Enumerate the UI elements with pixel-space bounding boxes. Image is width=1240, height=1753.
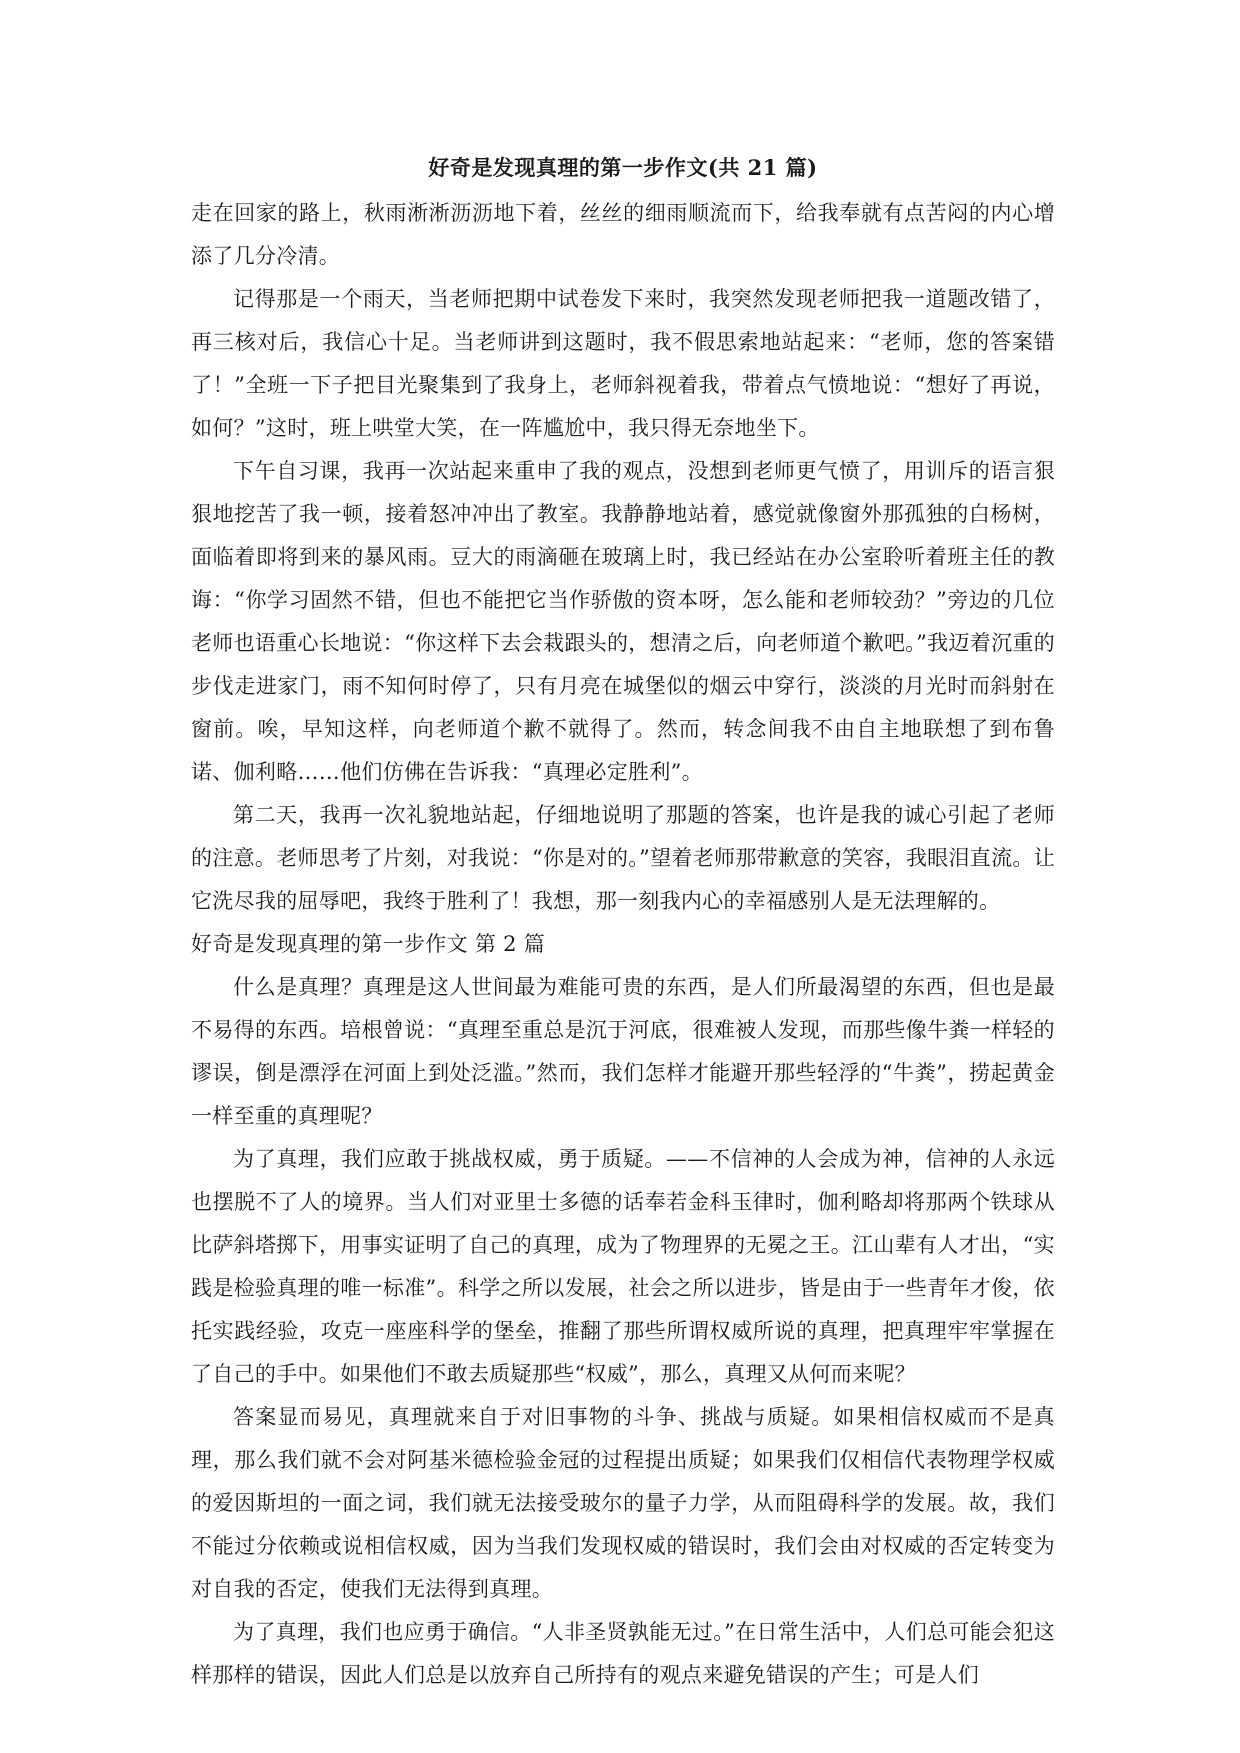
document-page: [191, 146, 1055, 1697]
paragraph-1: 走在回家的路上，秋雨淅淅沥沥地下着，丝丝的细雨顺流而下，给我奉就有点苦闷的内心增添了几分冷清。: [191, 201, 1055, 268]
paragraph-4: 第二天，我再一次礼貌地站起，仔细地说明了那题的答案，也许是我的诚心引起了老师的注意。老师思考了片刻，对我说：“你是对的。”望着老师那带歉意的笑容，我眼泪直流。让它洗尽我的屈辱吧，我终于胜利了！我想，那一刻我内心的幸福感别人是无法理解的。: [191, 803, 1055, 913]
paragraph-3: 下午自习课，我再一次站起来重申了我的观点，没想到老师更气愤了，用训斥的语言狠狠地挖苦了我一顿，接着怒冲冲出了教室。我静静地站着，感觉就像窗外那孤独的白杨树，面临着即将到来的暴风雨。豆大的雨滴砸在玻璃上时，我已经站在办公室聆听着班主任的教诲：“你学习固然不错，但也不能把它当作骄傲的资本呀，怎么能和老师较劲？”旁边的几位老师也语重心长地说：“你这样下去会栽跟头的，想清之后，向老师道个歉吧。”我迈着沉重的步伐走进家门，雨不知何时停了，只有月亮在城堡似的烟云中穿行，淡淡的月光时而斜射在窗前。唉，早知这样，向老师道个歉不就得了。然而，转念间我不由自主地联想了到布鲁诺、伽利略……他们仿佛在告诉我：“真理必定胜利”。: [191, 459, 1055, 784]
document-title: 好奇是发现真理的第一步作文(共 21 篇): [428, 155, 818, 180]
section-2-paragraph-3: 答案显而易见，真理就来自于对旧事物的斗争、挑战与质疑。如果相信权威而不是真理，那么我们就不会对阿基米德检验金冠的过程提出质疑；如果我们仅相信代表物理学权威的爱因斯坦的一面之词，我们就无法接受玻尔的量子力学，从而阻碍科学的发展。故，我们不能过分依赖或说相信权威，因为当我们发现权威的错误时，我们会由对权威的否定转变为对自我的否定，使我们无法得到真理。: [191, 1405, 1055, 1601]
section-2-paragraph-2: 为了真理，我们应敢于挑战权威，勇于质疑。——不信神的人会成为神，信神的人永远也摆脱不了人的境界。当人们对亚里士多德的话奉若金科玉律时，伽利略却将那两个铁球从比萨斜塔掷下，用事实证明了自己的真理，成为了物理界的无冕之王。江山辈有人才出，“实践是检验真理的唯一标准”。科学之所以发展，社会之所以进步，皆是由于一些青年才俊，依托实践经验，攻克一座座科学的堡垒，推翻了那些所谓权威所说的真理，把真理牢牢掌握在了自己的手中。如果他们不敢去质疑那些“权威”，那么，真理又从何而来呢？: [191, 1147, 1055, 1386]
paragraph-2: 记得那是一个雨天，当老师把期中试卷发下来时，我突然发现老师把我一道题改错了，再三核对后，我信心十足。当老师讲到这题时，我不假思索地站起来：“老师，您的答案错了！”全班一下子把目光聚集到了我身上，老师斜视着我，带着点气愤地说：“想好了再说，如何？”这时，班上哄堂大笑，在一阵尴尬中，我只得无奈地坐下。: [191, 287, 1055, 440]
section-2-heading: 好奇是发现真理的第一步作文 第 2 篇: [191, 932, 546, 956]
section-2-paragraph-1: 什么是真理？真理是这人世间最为难能可贵的东西，是人们所最渴望的东西，但也是最不易得的东西。培根曾说：“真理至重总是沉于河底，很难被人发现，而那些像牛粪一样轻的谬误，倒是漂浮在河面上到处泛滥。”然而，我们怎样才能避开那些轻浮的“牛粪”，捞起黄金一样至重的真理呢？: [191, 975, 1055, 1128]
section-2-paragraph-4: 为了真理，我们也应勇于确信。“人非圣贤孰能无过。”在日常生活中，人们总可能会犯这样那样的错误，因此人们总是以放弃自己所持有的观点来避免错误的产生；可是人们: [191, 1620, 1055, 1687]
